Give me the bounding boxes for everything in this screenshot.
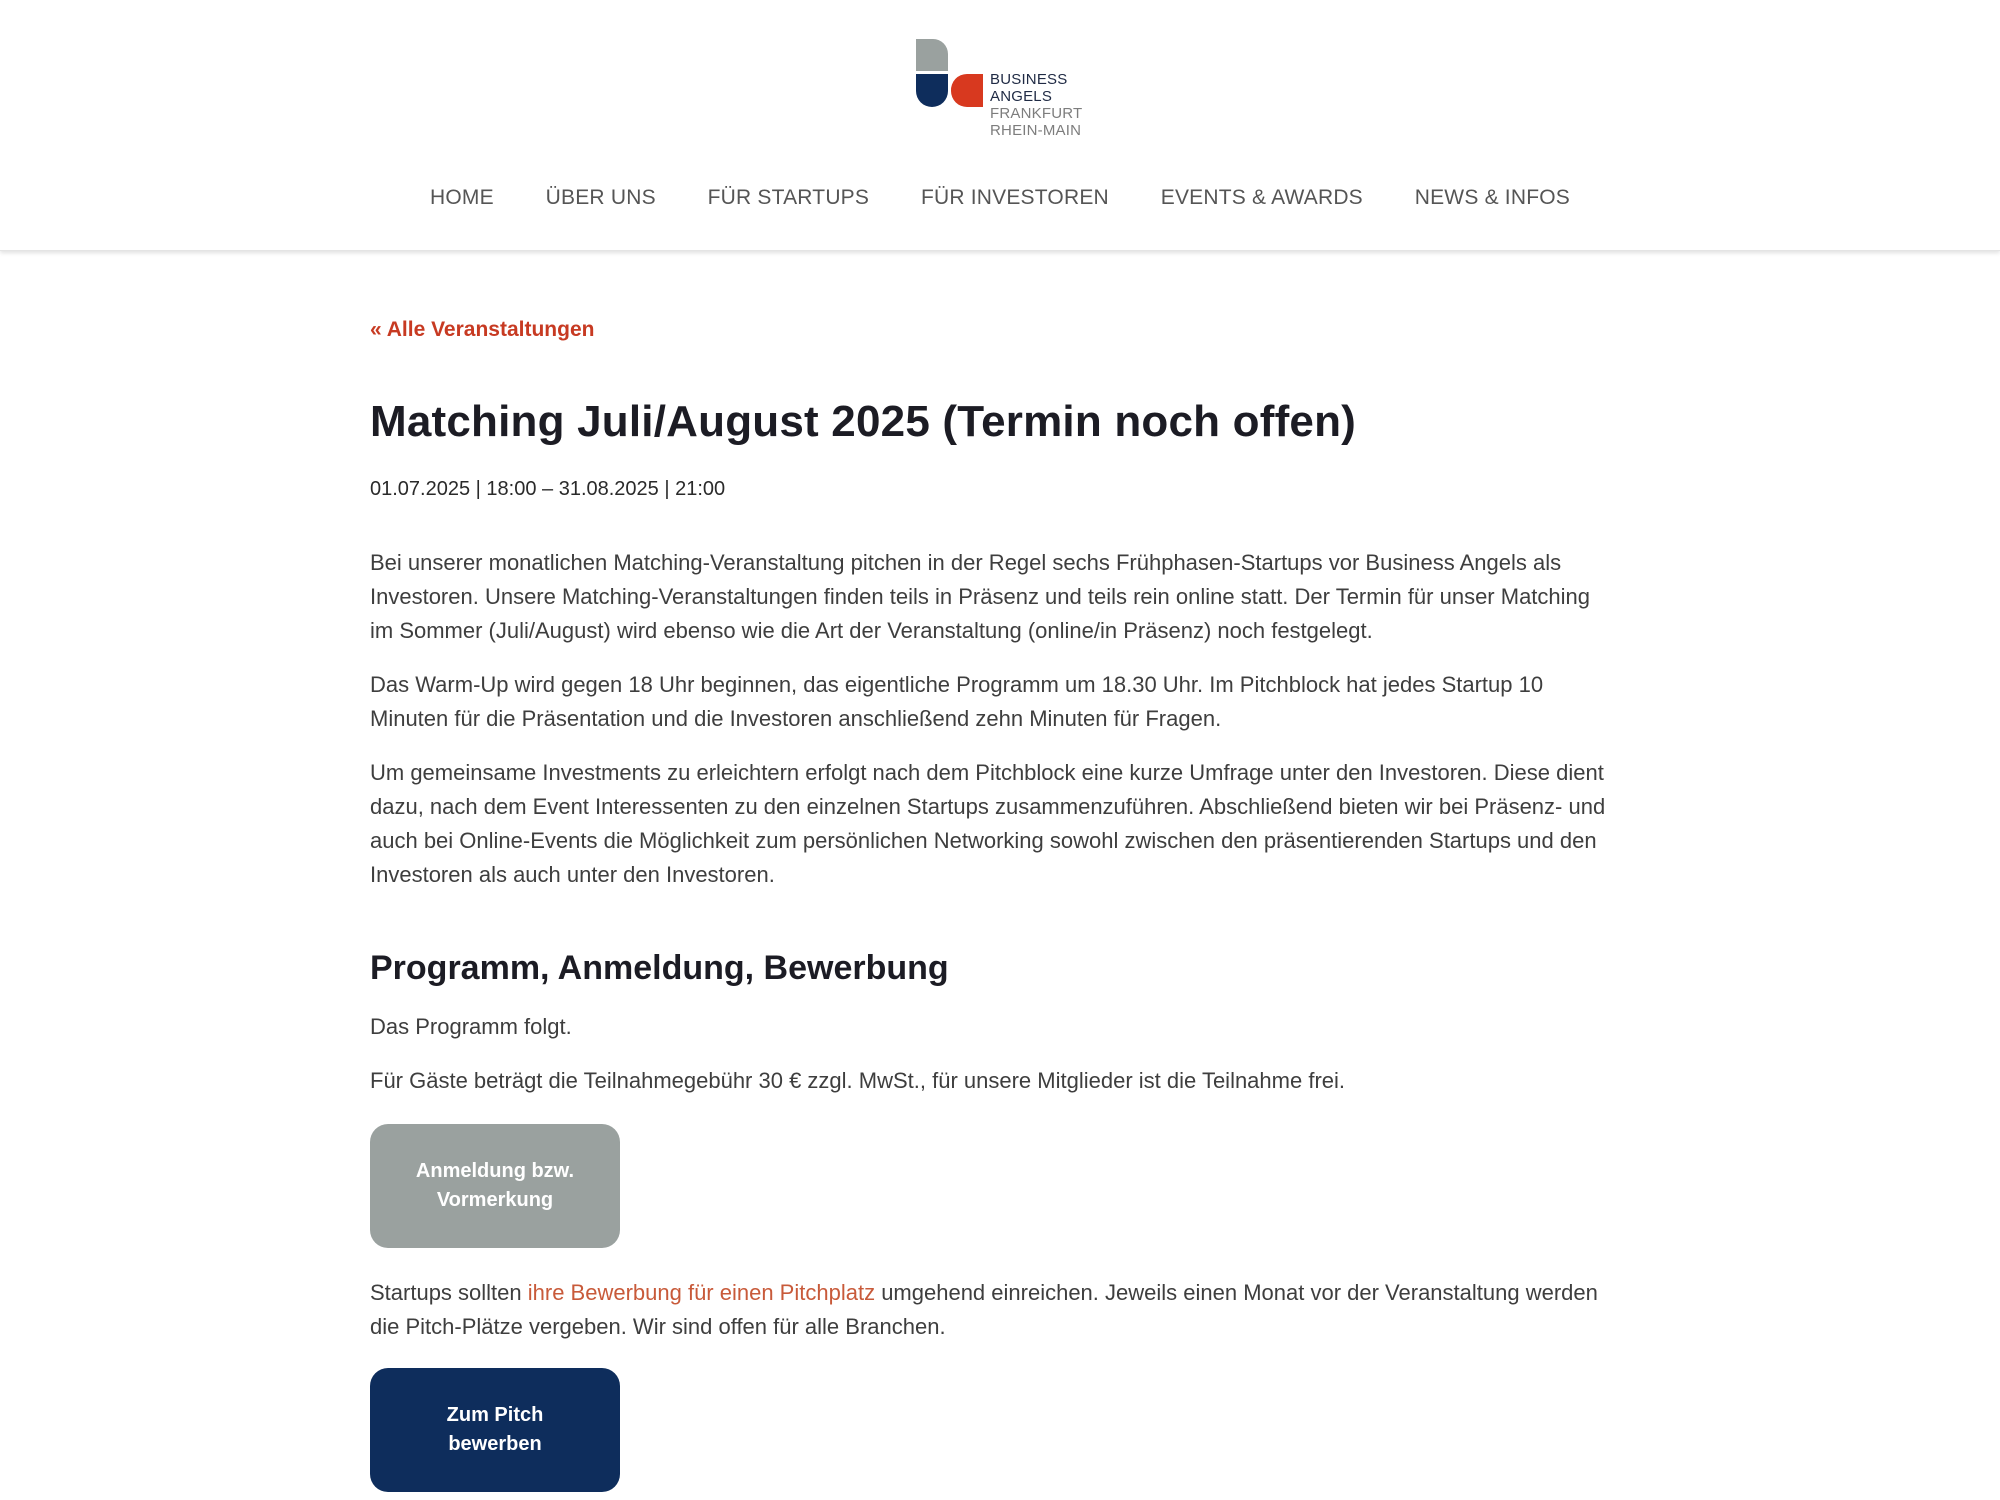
fee-text: Für Gäste beträgt die Teilnahmegebühr 30 € zzgl. MwSt., für unsere Mitglieder ist die Teilnahme frei. (370, 1068, 1346, 1093)
pitch-application-link[interactable]: ihre Bewerbung für einen Pitchplatz (527, 1280, 876, 1305)
site-header (0, 0, 2000, 251)
logo-mark-icon (915, 38, 985, 108)
all-events-link[interactable]: « Alle Veranstaltungen (370, 318, 595, 341)
startup-application-text (370, 1276, 1610, 1344)
nav-item-ueber-uns[interactable]: ÜBER UNS (545, 186, 656, 209)
program-text: Das Programm folgt. (370, 1014, 572, 1039)
logo-line-frankfurt: FRANKFURT (990, 105, 1083, 122)
nav-item-news-infos[interactable]: NEWS & INFOS (1414, 186, 1570, 209)
nav-item-fuer-startups[interactable]: FÜR STARTUPS (707, 186, 870, 209)
event-description-paragraph: Das Warm-Up wird gegen 18 Uhr beginnen, das eigentliche Programm um 18.30 Uhr. Im Pitchblock hat jedes Startup 10 Minuten für die Präsentation und die Investoren anschließend zehn Minuten für Fragen. (370, 672, 1544, 731)
startup-text-after: umgehend einreichen. Jeweils einen Monat vor der Veranstaltung werden die Pitch-Plätze vergeben. Wir sind offen für alle Branchen. (370, 1280, 1598, 1339)
logo-line-rhein-main: RHEIN-MAIN (990, 122, 1082, 139)
site-logo[interactable] (915, 38, 1095, 142)
nav-item-home[interactable]: HOME (430, 186, 494, 209)
logo-line-business: BUSINESS (990, 71, 1068, 88)
startup-text-before: Startups sollten (370, 1280, 528, 1305)
event-date: 01.07.2025 | 18:00 – 31.08.2025 | 21:00 (370, 478, 726, 500)
logo-line-angels: ANGELS (990, 88, 1053, 105)
nav-item-fuer-investoren[interactable]: FÜR INVESTOREN (920, 186, 1109, 209)
apply-pitch-button[interactable]: Zum Pitch bewerben (370, 1368, 620, 1492)
logo-wordmark (990, 71, 1082, 139)
main-navigation (0, 186, 2000, 210)
event-description-paragraph: Um gemeinsame Investments zu erleichtern erfolgt nach dem Pitchblock eine kurze Umfrage unter den Investoren. Diese dient dazu, nach dem Event Interessenten zu den einzelnen Startups zusammenzuführen. Abschließend bieten wir bei Präsenz- und auch bei Online-Events die Möglichkeit zum persönlichen Networking sowohl zwischen den präsentierenden Startups und den Investoren als auch unter den Investoren. (370, 760, 1606, 887)
register-button[interactable]: Anmeldung bzw. Vormerkung (370, 1124, 620, 1248)
event-content (370, 300, 1610, 1492)
event-description-paragraph: Bei unserer monatlichen Matching-Veranstaltung pitchen in der Regel sechs Frühphasen-Startups vor Business Angels als Investoren. Unsere Matching-Veranstaltungen finden teils in Präsenz und teils rein online statt. Der Termin für unser Matching im Sommer (Juli/August) wird ebenso wie die Art der Veranstaltung (online/in Präsenz) noch festgelegt. (370, 550, 1591, 643)
section-title: Programm, Anmeldung, Bewerbung (370, 949, 949, 987)
event-title: Matching Juli/August 2025 (Termin noch offen) (370, 397, 1357, 446)
nav-item-events-awards[interactable]: EVENTS & AWARDS (1160, 186, 1363, 209)
